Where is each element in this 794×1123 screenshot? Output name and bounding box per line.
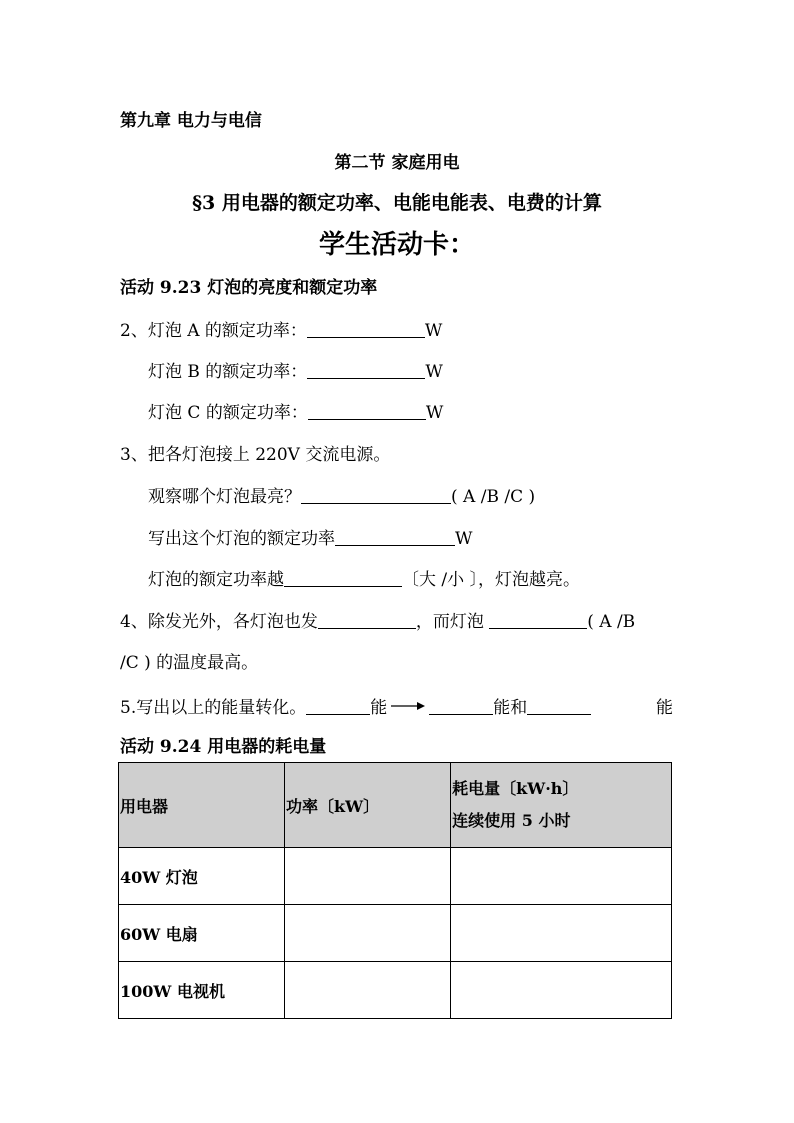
- header-power: 功率〔kW〕: [285, 763, 451, 848]
- blank-rated-power-c[interactable]: [308, 403, 426, 420]
- blank-larger-smaller[interactable]: [284, 570, 402, 587]
- activity-9-23-title: 活动 9.23 灯泡的亮度和额定功率: [120, 278, 378, 298]
- blank-energy-output-2[interactable]: [527, 698, 591, 715]
- cell-energy-input[interactable]: [451, 962, 672, 1019]
- q3-line-c: 灯泡的额定功率越 〔大 /小 〕，灯泡越亮。: [148, 570, 581, 590]
- cell-energy-input[interactable]: [451, 905, 672, 962]
- q2-line-a: 2、灯泡 A 的额定功率： W: [120, 321, 443, 341]
- cell-appliance: 100W 电视机: [119, 962, 285, 1019]
- q3-text: 3、把各灯泡接上 220V 交流电源。: [120, 445, 391, 465]
- blank-heat[interactable]: [318, 612, 416, 629]
- cell-power-input[interactable]: [285, 962, 451, 1019]
- section-heading: 第二节 家庭用电: [334, 153, 460, 173]
- q2-line-c: 灯泡 C 的额定功率： W: [148, 403, 444, 423]
- cell-power-input[interactable]: [285, 848, 451, 905]
- blank-energy-input[interactable]: [306, 698, 370, 715]
- blank-hottest-bulb[interactable]: [489, 612, 587, 629]
- table-header-row: [119, 763, 672, 848]
- blank-rated-power-b[interactable]: [307, 362, 425, 379]
- table-row: [119, 848, 672, 905]
- header-energy-line1: 耗电量〔kW·h〕: [452, 779, 579, 798]
- cell-energy-input[interactable]: [451, 848, 672, 905]
- appliance-energy-table: [118, 762, 672, 1019]
- subsection-heading: §3 用电器的额定功率、电能电能表、电费的计算: [192, 192, 602, 214]
- cell-appliance: 40W 灯泡: [119, 848, 285, 905]
- table-row: [119, 962, 672, 1019]
- q5-line: 5.写出以上的能量转化。 能 能和: [120, 693, 591, 718]
- blank-brightest-power[interactable]: [335, 529, 455, 546]
- q4-line-1: 4、除发光外，各灯泡也发 ，而灯泡 ( A /B: [120, 612, 636, 632]
- activity-9-24-title: 活动 9.24 用电器的耗电量: [120, 737, 327, 757]
- arrow-right-icon: [391, 700, 425, 712]
- header-energy-line2: 连续使用 5 小时: [452, 811, 571, 830]
- blank-energy-output-1[interactable]: [429, 698, 493, 715]
- q2-line-b: 灯泡 B 的额定功率： W: [148, 362, 443, 382]
- header-energy: [451, 763, 672, 848]
- cell-appliance: 60W 电扇: [119, 905, 285, 962]
- q5-trailing-neng: 能: [656, 698, 673, 718]
- q4-line-2: /C ) 的温度最高。: [120, 653, 259, 673]
- q3-line-a: 观察哪个灯泡最亮？ ( A /B /C ): [148, 487, 536, 507]
- blank-rated-power-a[interactable]: [307, 321, 425, 338]
- card-title: 学生活动卡：: [318, 230, 475, 260]
- table-row: [119, 905, 672, 962]
- cell-power-input[interactable]: [285, 905, 451, 962]
- blank-brightest-bulb[interactable]: [301, 487, 451, 504]
- header-appliance: 用电器: [119, 763, 285, 848]
- chapter-heading: 第九章 电力与电信: [120, 111, 262, 131]
- q3-line-b: 写出这个灯泡的额定功率 W: [148, 529, 473, 549]
